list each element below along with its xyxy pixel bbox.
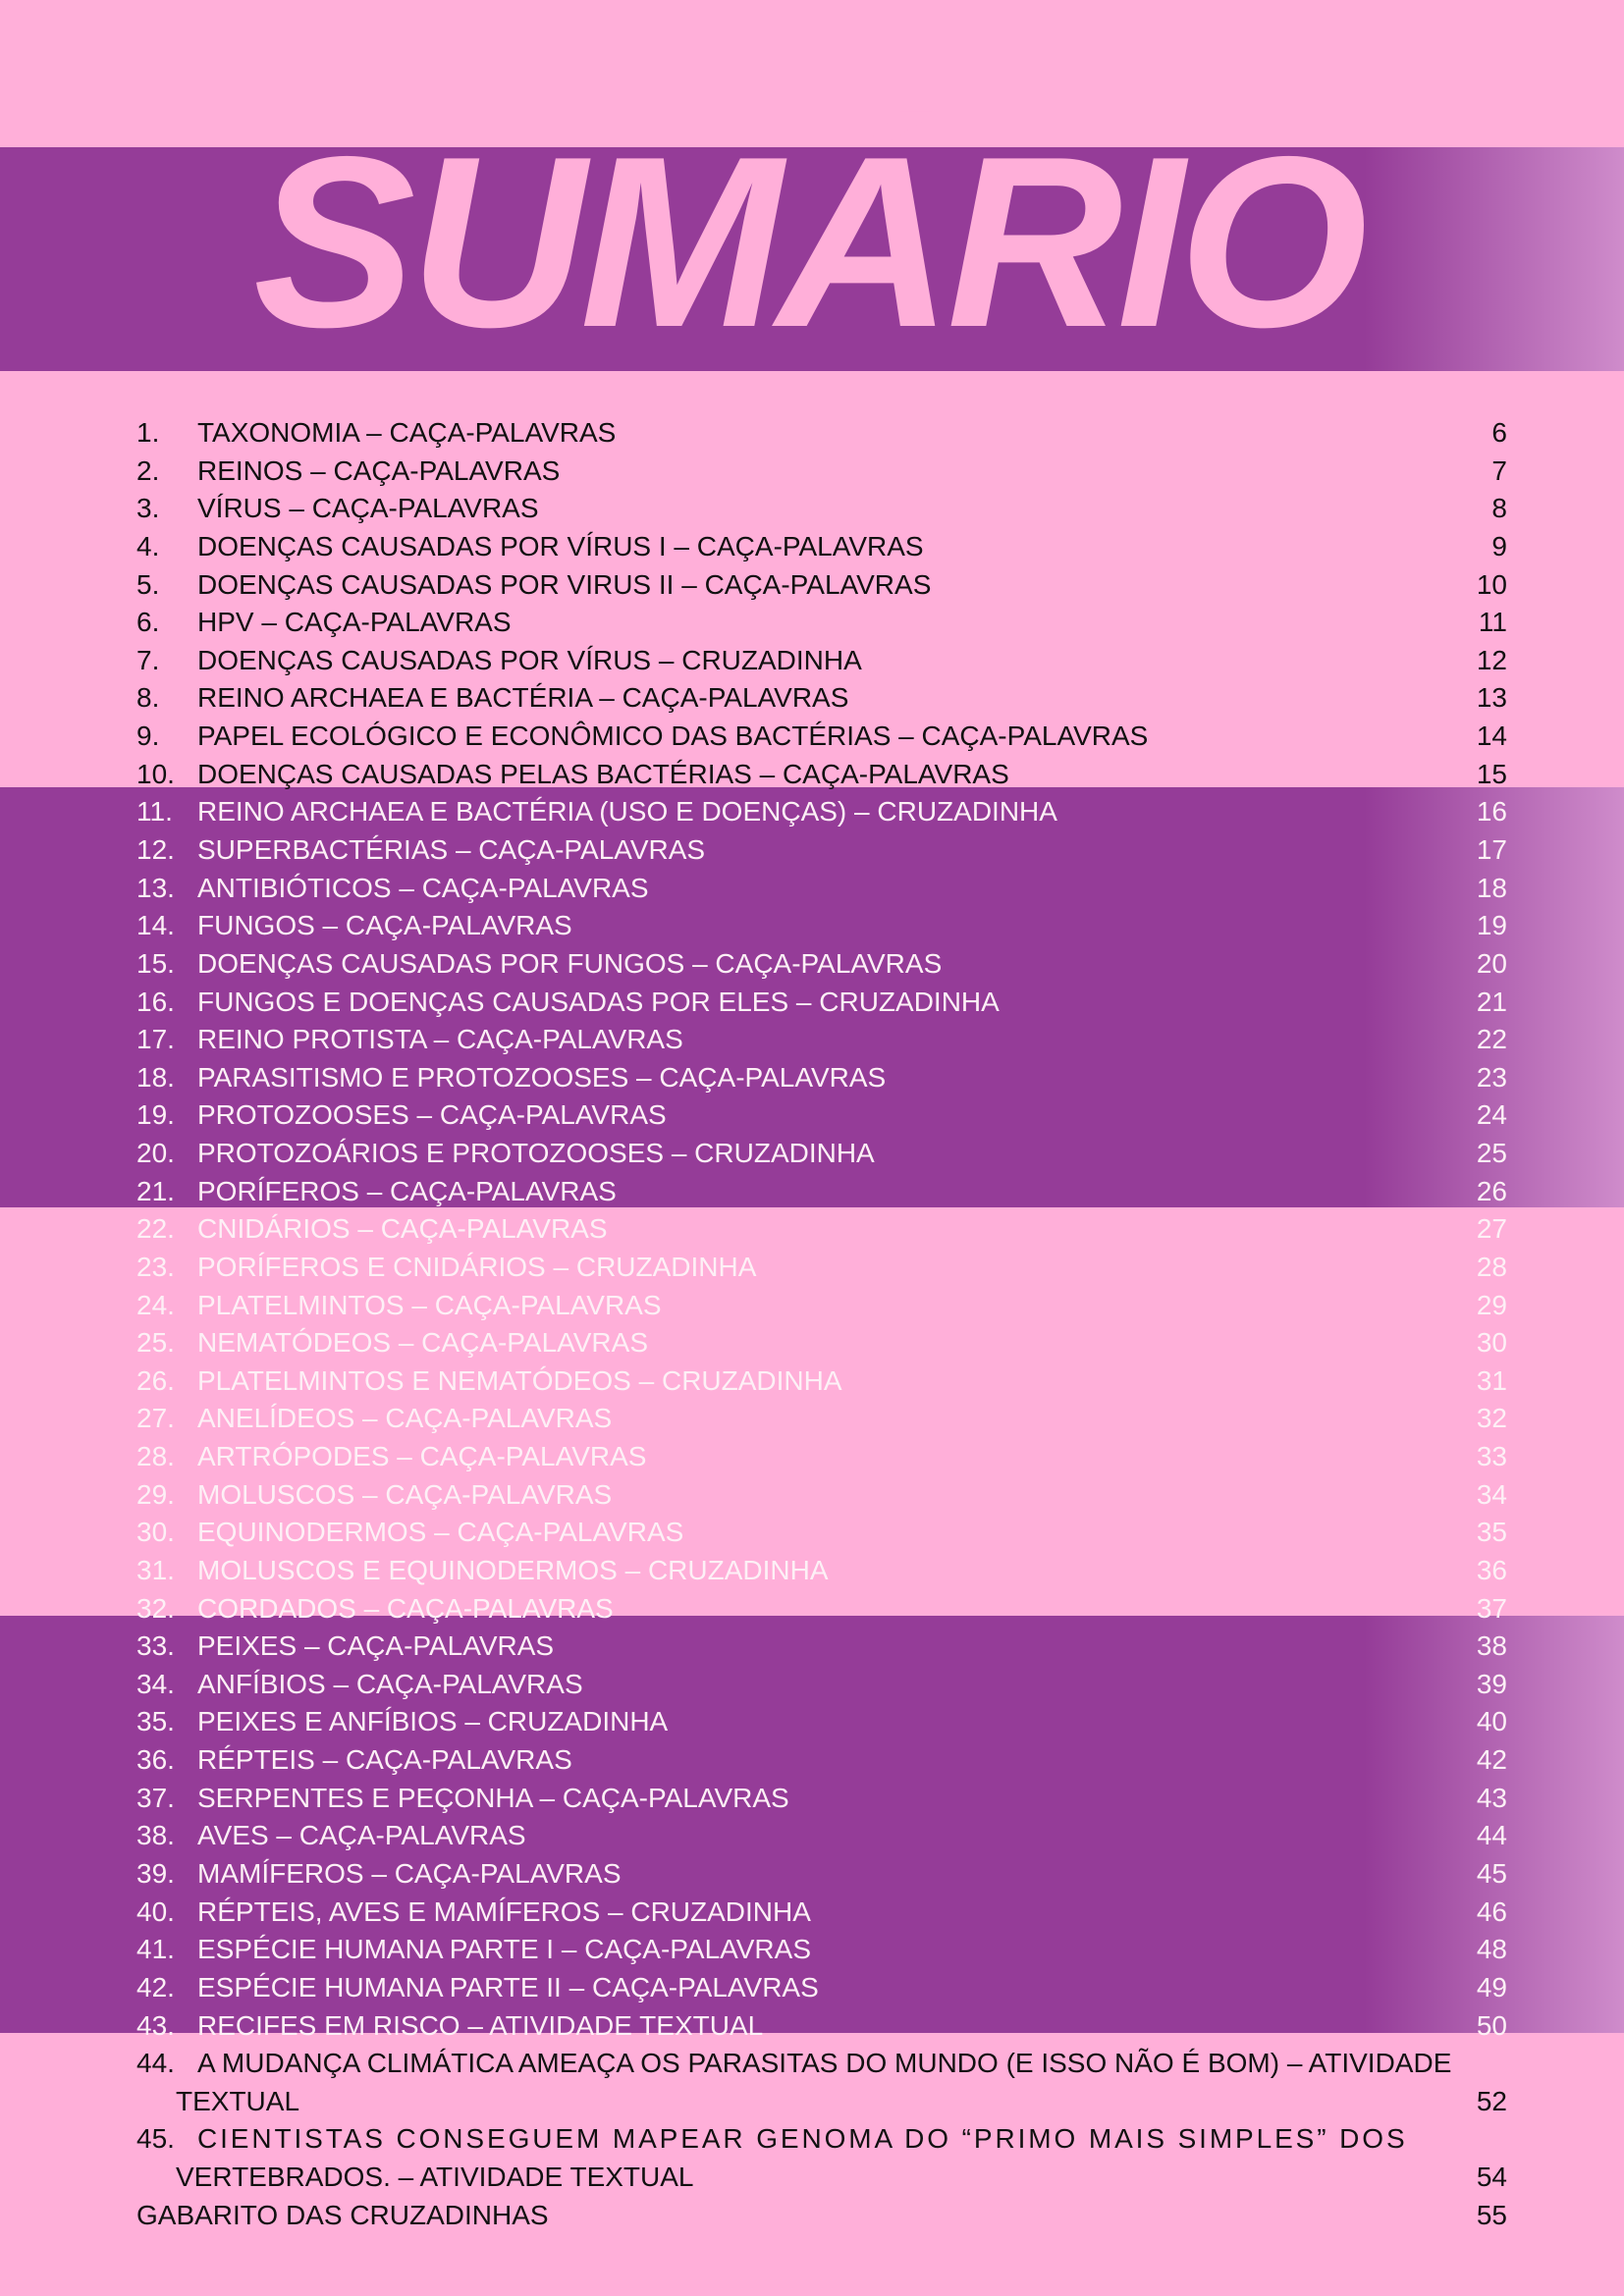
toc-entry[interactable] bbox=[0, 1173, 1624, 1210]
toc-entry[interactable] bbox=[0, 1438, 1624, 1475]
entry-title: PLATELMINTOS E NEMATÓDEOS – CRUZADINHA bbox=[197, 1364, 842, 1396]
entry-title: ANFÍBIOS – CAÇA-PALAVRAS bbox=[197, 1668, 583, 1699]
entry-number: 21. bbox=[136, 1175, 175, 1206]
toc-entry[interactable] bbox=[0, 490, 1624, 527]
toc-entry[interactable] bbox=[0, 1400, 1624, 1437]
entry-number: 22. bbox=[136, 1213, 175, 1245]
entry-number: 23. bbox=[136, 1251, 175, 1282]
toc-entry[interactable] bbox=[0, 1514, 1624, 1551]
entry-page: 48 bbox=[1476, 1934, 1507, 1965]
toc-entry[interactable] bbox=[0, 1552, 1624, 1589]
entry-title: MOLUSCOS E EQUINODERMOS – CRUZADINHA bbox=[197, 1554, 829, 1585]
entry-title: DOENÇAS CAUSADAS POR VÍRUS – CRUZADINHA bbox=[197, 644, 862, 675]
entry-number: 36. bbox=[136, 1744, 175, 1776]
entry-page: 10 bbox=[1476, 568, 1507, 600]
entry-number: 19. bbox=[136, 1099, 175, 1131]
entry-page: 40 bbox=[1476, 1706, 1507, 1737]
toc-entry[interactable] bbox=[0, 2083, 1624, 2120]
entry-page: 7 bbox=[1491, 454, 1507, 486]
entry-number: 39. bbox=[136, 1857, 175, 1889]
entry-page: 11 bbox=[1478, 607, 1507, 638]
toc-entry[interactable] bbox=[0, 1096, 1624, 1134]
entry-title: DOENÇAS CAUSADAS POR FUNGOS – CAÇA-PALAVRAS bbox=[197, 947, 943, 979]
toc-entry[interactable] bbox=[0, 1590, 1624, 1628]
entry-number: 44. bbox=[136, 2048, 175, 2079]
entry-title: RÉPTEIS, AVES E MAMÍFEROS – CRUZADINHA bbox=[197, 1896, 811, 1927]
entry-page: 14 bbox=[1476, 721, 1507, 751]
entry-page: 38 bbox=[1476, 1630, 1507, 1662]
entry-title: MAMÍFEROS – CAÇA-PALAVRAS bbox=[197, 1857, 622, 1889]
toc-entry[interactable] bbox=[0, 1210, 1624, 1248]
entry-page: 15 bbox=[1476, 758, 1507, 789]
entry-page: 55 bbox=[1476, 2199, 1507, 2230]
toc-entry[interactable] bbox=[0, 1780, 1624, 1817]
entry-title: PROTOZOÁRIOS E PROTOZOOSES – CRUZADINHA bbox=[197, 1138, 875, 1168]
entry-title: PORÍFEROS – CAÇA-PALAVRAS bbox=[197, 1175, 617, 1206]
entry-number: 29. bbox=[136, 1478, 175, 1510]
entry-number: 35. bbox=[136, 1706, 175, 1737]
entry-page: 32 bbox=[1476, 1403, 1507, 1434]
entry-page: 34 bbox=[1476, 1478, 1507, 1510]
entry-page: 26 bbox=[1476, 1175, 1507, 1206]
toc-entry[interactable] bbox=[0, 1362, 1624, 1400]
entry-number: 8. bbox=[136, 682, 160, 714]
entry-number: 12. bbox=[136, 833, 175, 865]
entry-title-continued: TEXTUAL bbox=[176, 2085, 300, 2116]
entry-title: SERPENTES E PEÇONHA – CAÇA-PALAVRAS bbox=[197, 1782, 789, 1813]
toc-entry[interactable] bbox=[0, 1894, 1624, 1931]
entry-page: 33 bbox=[1476, 1441, 1507, 1471]
entry-page: 52 bbox=[1476, 2085, 1507, 2116]
entry-title: HPV – CAÇA-PALAVRAS bbox=[197, 607, 512, 638]
entry-title: A MUDANÇA CLIMÁTICA AMEAÇA OS PARASITAS DO MUNDO (E ISSO NÃO É BOM) – ATIVIDADE bbox=[197, 2048, 1452, 2079]
entry-page: 13 bbox=[1476, 682, 1507, 714]
entry-page: 20 bbox=[1476, 947, 1507, 979]
entry-number: 26. bbox=[136, 1364, 175, 1396]
toc-entry[interactable] bbox=[0, 1287, 1624, 1324]
gabarito-title: GABARITO DAS CRUZADINHAS bbox=[136, 2199, 549, 2230]
entry-number: 42. bbox=[136, 1971, 175, 2002]
toc-entry[interactable] bbox=[0, 604, 1624, 641]
entry-number: 14. bbox=[136, 910, 175, 941]
entry-page: 29 bbox=[1476, 1289, 1507, 1320]
entry-number: 24. bbox=[136, 1289, 175, 1320]
entry-title: CIENTISTAS CONSEGUEM MAPEAR GENOMA DO “PRIMO MAIS SIMPLES” DOS bbox=[197, 2123, 1408, 2155]
entry-number: 13. bbox=[136, 872, 175, 903]
entry-title: TAXONOMIA – CAÇA-PALAVRAS bbox=[197, 417, 617, 448]
entry-title: PAPEL ECOLÓGICO E ECONÔMICO DAS BACTÉRIAS – CAÇA-PALAVRAS bbox=[197, 721, 1149, 751]
toc-entry[interactable] bbox=[0, 1817, 1624, 1854]
entry-title: REINOS – CAÇA-PALAVRAS bbox=[197, 454, 561, 486]
toc-entry[interactable] bbox=[0, 756, 1624, 793]
entry-number: 16. bbox=[136, 986, 175, 1017]
entry-number: 2. bbox=[136, 454, 160, 486]
entry-number: 4. bbox=[136, 530, 160, 561]
toc-entry[interactable] bbox=[0, 453, 1624, 490]
toc-entry[interactable] bbox=[0, 1855, 1624, 1893]
toc-entry[interactable] bbox=[0, 2159, 1624, 2196]
toc-entry[interactable] bbox=[0, 984, 1624, 1021]
entry-page: 6 bbox=[1491, 417, 1507, 448]
toc-entry[interactable] bbox=[0, 414, 1624, 452]
entry-title: MOLUSCOS – CAÇA-PALAVRAS bbox=[197, 1478, 613, 1510]
entry-title: VÍRUS – CAÇA-PALAVRAS bbox=[197, 493, 539, 524]
entry-number: 31. bbox=[136, 1554, 175, 1585]
toc-entry[interactable] bbox=[0, 679, 1624, 717]
toc-entry[interactable] bbox=[0, 870, 1624, 907]
entry-title-continued: VERTEBRADOS. – ATIVIDADE TEXTUAL bbox=[176, 2162, 694, 2192]
toc-entry[interactable] bbox=[0, 1931, 1624, 1968]
entry-number: 38. bbox=[136, 1820, 175, 1851]
entry-title: PROTOZOOSES – CAÇA-PALAVRAS bbox=[197, 1099, 667, 1131]
toc-entry[interactable] bbox=[0, 1249, 1624, 1286]
toc-entry[interactable] bbox=[0, 2007, 1624, 2045]
entry-title: REINO ARCHAEA E BACTÉRIA (USO E DOENÇAS) – CRUZADINHA bbox=[197, 796, 1057, 828]
entry-title: DOENÇAS CAUSADAS PELAS BACTÉRIAS – CAÇA-PALAVRAS bbox=[197, 758, 1009, 789]
entry-number: 37. bbox=[136, 1782, 175, 1813]
toc-entry[interactable] bbox=[0, 2045, 1624, 2082]
entry-page: 19 bbox=[1476, 910, 1507, 941]
entry-number: 33. bbox=[136, 1630, 175, 1662]
entry-page: 45 bbox=[1476, 1857, 1507, 1889]
entry-title: REINO PROTISTA – CAÇA-PALAVRAS bbox=[197, 1024, 683, 1055]
entry-number: 43. bbox=[136, 2009, 175, 2041]
entry-number: 20. bbox=[136, 1138, 175, 1168]
entry-number: 9. bbox=[136, 721, 160, 751]
entry-title: ANELÍDEOS – CAÇA-PALAVRAS bbox=[197, 1403, 613, 1434]
entry-page: 49 bbox=[1476, 1971, 1507, 2002]
entry-title: ESPÉCIE HUMANA PARTE I – CAÇA-PALAVRAS bbox=[197, 1934, 811, 1965]
entry-page: 39 bbox=[1476, 1668, 1507, 1699]
toc-entry[interactable] bbox=[0, 1021, 1624, 1058]
entry-number: 15. bbox=[136, 947, 175, 979]
entry-number: 41. bbox=[136, 1934, 175, 1965]
toc-entry[interactable] bbox=[0, 1628, 1624, 1665]
entry-page: 27 bbox=[1476, 1213, 1507, 1245]
entry-page: 22 bbox=[1476, 1024, 1507, 1055]
toc-entry[interactable] bbox=[0, 831, 1624, 869]
entry-page: 35 bbox=[1476, 1517, 1507, 1548]
entry-title: SUPERBACTÉRIAS – CAÇA-PALAVRAS bbox=[197, 833, 706, 865]
toc-entry[interactable] bbox=[0, 1666, 1624, 1703]
toc-entry[interactable] bbox=[0, 2120, 1624, 2158]
entry-number: 28. bbox=[136, 1441, 175, 1471]
entry-title: AVES – CAÇA-PALAVRAS bbox=[197, 1820, 526, 1851]
entry-title: ARTRÓPODES – CAÇA-PALAVRAS bbox=[197, 1441, 647, 1471]
toc-entry[interactable] bbox=[0, 718, 1624, 755]
entry-number: 17. bbox=[136, 1024, 175, 1055]
entry-title: RECIFES EM RISCO – ATIVIDADE TEXTUAL bbox=[197, 2009, 764, 2041]
entry-title: PORÍFEROS E CNIDÁRIOS – CRUZADINHA bbox=[197, 1251, 757, 1282]
entry-title: CORDADOS – CAÇA-PALAVRAS bbox=[197, 1592, 614, 1624]
toc-entry[interactable] bbox=[0, 528, 1624, 565]
entry-title: FUNGOS E DOENÇAS CAUSADAS POR ELES – CRUZADINHA bbox=[197, 986, 1000, 1017]
entry-page: 8 bbox=[1491, 493, 1507, 524]
entry-page: 30 bbox=[1476, 1327, 1507, 1359]
toc-entry[interactable] bbox=[0, 1476, 1624, 1514]
entry-title: NEMATÓDEOS – CAÇA-PALAVRAS bbox=[197, 1327, 648, 1359]
entry-number: 40. bbox=[136, 1896, 175, 1927]
entry-title: RÉPTEIS – CAÇA-PALAVRAS bbox=[197, 1744, 572, 1776]
toc-entry[interactable] bbox=[0, 1969, 1624, 2006]
entry-number: 30. bbox=[136, 1517, 175, 1548]
entry-number: 32. bbox=[136, 1592, 175, 1624]
entry-title: FUNGOS – CAÇA-PALAVRAS bbox=[197, 910, 572, 941]
entry-page: 25 bbox=[1476, 1138, 1507, 1168]
toc-entry[interactable] bbox=[0, 1059, 1624, 1096]
toc-entry[interactable] bbox=[0, 1135, 1624, 1172]
entry-page: 42 bbox=[1476, 1744, 1507, 1776]
entry-number: 27. bbox=[136, 1403, 175, 1434]
entry-page: 36 bbox=[1476, 1554, 1507, 1585]
entry-number: 10. bbox=[136, 758, 175, 789]
entry-number: 11. bbox=[136, 796, 173, 828]
entry-title: EQUINODERMOS – CAÇA-PALAVRAS bbox=[197, 1517, 684, 1548]
entry-page: 37 bbox=[1476, 1592, 1507, 1624]
toc-entry[interactable] bbox=[0, 907, 1624, 944]
entry-number: 5. bbox=[136, 568, 160, 600]
toc-entry[interactable] bbox=[0, 1741, 1624, 1779]
entry-title: PLATELMINTOS – CAÇA-PALAVRAS bbox=[197, 1289, 662, 1320]
entry-title: PEIXES E ANFÍBIOS – CRUZADINHA bbox=[197, 1706, 669, 1737]
entry-title: DOENÇAS CAUSADAS POR VIRUS II – CAÇA-PALAVRAS bbox=[197, 568, 932, 600]
entry-title: ESPÉCIE HUMANA PARTE II – CAÇA-PALAVRAS bbox=[197, 1971, 819, 2002]
entry-page: 50 bbox=[1476, 2009, 1507, 2041]
toc-entry[interactable] bbox=[0, 2197, 1624, 2234]
entry-number: 3. bbox=[136, 493, 160, 524]
entry-title: ANTIBIÓTICOS – CAÇA-PALAVRAS bbox=[197, 872, 649, 903]
entry-title: REINO ARCHAEA E BACTÉRIA – CAÇA-PALAVRAS bbox=[197, 682, 849, 714]
entry-page: 23 bbox=[1476, 1061, 1507, 1093]
entry-page: 17 bbox=[1476, 833, 1507, 865]
entry-page: 16 bbox=[1476, 796, 1507, 828]
entry-page: 18 bbox=[1476, 872, 1507, 903]
entry-number: 34. bbox=[136, 1668, 175, 1699]
entry-page: 54 bbox=[1476, 2162, 1507, 2192]
entry-title: CNIDÁRIOS – CAÇA-PALAVRAS bbox=[197, 1213, 608, 1245]
entry-title: PEIXES – CAÇA-PALAVRAS bbox=[197, 1630, 555, 1662]
toc-entry[interactable] bbox=[0, 793, 1624, 830]
entry-page: 21 bbox=[1476, 986, 1507, 1017]
entry-page: 46 bbox=[1476, 1896, 1507, 1927]
toc-entry[interactable] bbox=[0, 945, 1624, 983]
entry-title: PARASITISMO E PROTOZOOSES – CAÇA-PALAVRAS bbox=[197, 1061, 887, 1093]
entry-number: 6. bbox=[136, 607, 160, 638]
entry-page: 12 bbox=[1476, 644, 1507, 675]
toc-entry[interactable] bbox=[0, 566, 1624, 604]
toc-entry[interactable] bbox=[0, 642, 1624, 679]
entry-number: 45. bbox=[136, 2123, 175, 2155]
entry-page: 44 bbox=[1476, 1820, 1507, 1851]
entry-number: 18. bbox=[136, 1061, 175, 1093]
entry-page: 43 bbox=[1476, 1782, 1507, 1813]
entry-page: 9 bbox=[1491, 530, 1507, 561]
toc-entry[interactable] bbox=[0, 1324, 1624, 1362]
entry-title: DOENÇAS CAUSADAS POR VÍRUS I – CAÇA-PALAVRAS bbox=[197, 530, 924, 561]
entry-number: 7. bbox=[136, 644, 160, 675]
toc-entry[interactable] bbox=[0, 1703, 1624, 1740]
entry-number: 25. bbox=[136, 1327, 175, 1359]
page-title: SUMÁRIO bbox=[253, 105, 1363, 378]
entry-page: 31 bbox=[1476, 1364, 1507, 1396]
entry-page: 24 bbox=[1476, 1099, 1507, 1131]
entry-page: 28 bbox=[1476, 1251, 1507, 1282]
entry-number: 1. bbox=[136, 417, 160, 448]
